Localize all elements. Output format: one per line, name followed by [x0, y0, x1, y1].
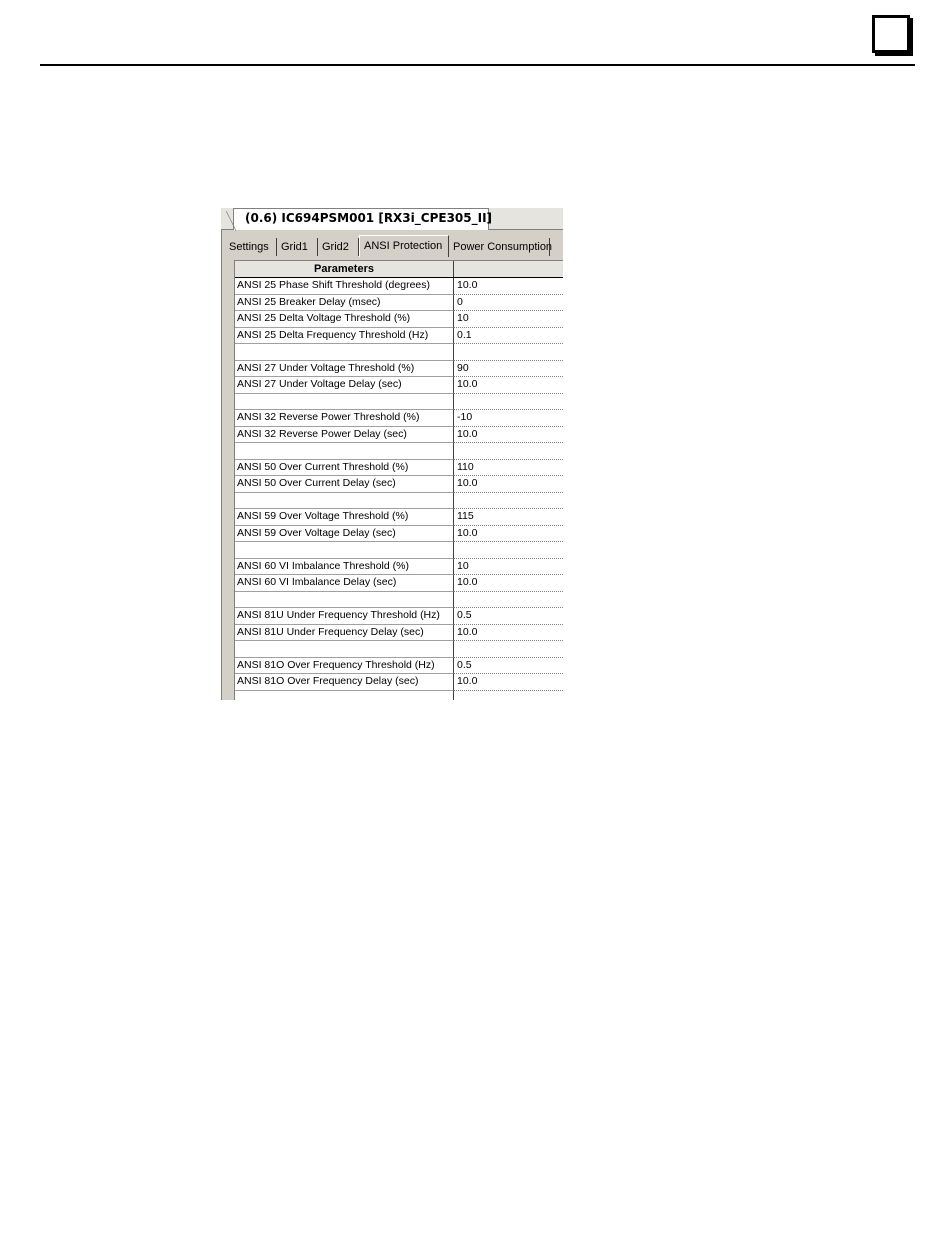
parameter-name: ANSI 81U Under Frequency Delay (sec)	[235, 625, 454, 642]
parameter-name: ANSI 81U Under Frequency Threshold (Hz)	[235, 608, 454, 625]
parameter-value[interactable]: 10	[454, 311, 563, 328]
parameter-name: ANSI 60 VI Imbalance Threshold (%)	[235, 559, 454, 576]
document-tab[interactable]: (0.6) IC694PSM001 [RX3i_CPE305_II]	[233, 208, 489, 230]
parameter-name: ANSI 59 Over Voltage Threshold (%)	[235, 509, 454, 526]
table-row	[235, 674, 563, 691]
parameter-name: ANSI 81O Over Frequency Delay (sec)	[235, 674, 454, 691]
table-row	[235, 476, 563, 493]
parameter-name: ANSI 25 Delta Frequency Threshold (Hz)	[235, 328, 454, 345]
parameter-value[interactable]	[454, 443, 563, 460]
table-row	[235, 361, 563, 378]
parameter-value[interactable]: 10.0	[454, 278, 563, 295]
table-row	[235, 311, 563, 328]
table-row	[235, 625, 563, 642]
tab-grid1[interactable]: Grid1	[277, 238, 318, 256]
parameter-name: ANSI 25 Delta Voltage Threshold (%)	[235, 311, 454, 328]
table-row	[235, 278, 563, 295]
parameter-name	[235, 443, 454, 460]
parameter-value[interactable]: 0	[454, 295, 563, 312]
parameter-name	[235, 344, 454, 361]
parameter-name: ANSI 81O Over Frequency Threshold (Hz)	[235, 658, 454, 675]
parameter-value[interactable]	[454, 542, 563, 559]
parameter-name: ANSI 50 Over Current Threshold (%)	[235, 460, 454, 477]
table-row	[235, 592, 563, 609]
parameter-value[interactable]: 0.1	[454, 328, 563, 345]
parameter-value[interactable]: 10.0	[454, 674, 563, 691]
table-row	[235, 328, 563, 345]
parameter-value[interactable]: 10.0	[454, 575, 563, 592]
parameter-name: ANSI 25 Phase Shift Threshold (degrees)	[235, 278, 454, 295]
table-row	[235, 691, 563, 701]
parameter-value[interactable]	[454, 592, 563, 609]
parameter-name: ANSI 50 Over Current Delay (sec)	[235, 476, 454, 493]
parameter-value[interactable]: -10	[454, 410, 563, 427]
table-row	[235, 526, 563, 543]
parameter-value[interactable]	[454, 344, 563, 361]
parameter-value[interactable]: 10	[454, 559, 563, 576]
chapter-marker-box	[872, 15, 910, 53]
tab-power-consumption[interactable]: Power Consumption	[449, 238, 550, 256]
parameter-name: ANSI 25 Breaker Delay (msec)	[235, 295, 454, 312]
tab-settings[interactable]: Settings	[225, 238, 277, 256]
parameter-value[interactable]: 115	[454, 509, 563, 526]
value-column-header[interactable]	[454, 261, 563, 277]
table-row	[235, 427, 563, 444]
grid-header	[235, 261, 563, 278]
parameter-value[interactable]: 110	[454, 460, 563, 477]
table-row	[235, 575, 563, 592]
table-row	[235, 559, 563, 576]
parameters-grid	[234, 260, 563, 700]
parameter-name: ANSI 32 Reverse Power Delay (sec)	[235, 427, 454, 444]
parameter-value[interactable]: 90	[454, 361, 563, 378]
header-rule	[40, 64, 915, 66]
table-row	[235, 658, 563, 675]
parameter-value[interactable]: 10.0	[454, 377, 563, 394]
parameter-value[interactable]: 0.5	[454, 608, 563, 625]
table-row	[235, 509, 563, 526]
parameter-value[interactable]: 0.5	[454, 658, 563, 675]
parameter-name: ANSI 27 Under Voltage Threshold (%)	[235, 361, 454, 378]
table-row	[235, 608, 563, 625]
configuration-window	[221, 208, 563, 700]
table-row	[235, 542, 563, 559]
tab-grid2[interactable]: Grid2	[318, 238, 359, 256]
table-row	[235, 394, 563, 411]
parameter-name: ANSI 32 Reverse Power Threshold (%)	[235, 410, 454, 427]
parameter-value[interactable]: 10.0	[454, 625, 563, 642]
parameters-column-header[interactable]: Parameters	[235, 261, 454, 277]
table-row	[235, 377, 563, 394]
parameter-name	[235, 641, 454, 658]
parameter-value[interactable]	[454, 394, 563, 411]
parameter-value[interactable]: 10.0	[454, 526, 563, 543]
parameter-name	[235, 394, 454, 411]
table-row	[235, 641, 563, 658]
table-row	[235, 493, 563, 510]
parameter-name	[235, 592, 454, 609]
parameter-name: ANSI 27 Under Voltage Delay (sec)	[235, 377, 454, 394]
parameter-value[interactable]	[454, 641, 563, 658]
table-row	[235, 295, 563, 312]
parameter-value[interactable]: 10.0	[454, 476, 563, 493]
parameter-name	[235, 542, 454, 559]
parameter-value[interactable]	[454, 691, 563, 701]
table-row	[235, 410, 563, 427]
parameter-value[interactable]	[454, 493, 563, 510]
parameter-name: ANSI 59 Over Voltage Delay (sec)	[235, 526, 454, 543]
parameter-value[interactable]: 10.0	[454, 427, 563, 444]
table-row	[235, 344, 563, 361]
parameter-name: ANSI 60 VI Imbalance Delay (sec)	[235, 575, 454, 592]
table-row	[235, 443, 563, 460]
parameter-name	[235, 691, 454, 701]
table-row	[235, 460, 563, 477]
tab-ansi-protection[interactable]: ANSI Protection	[359, 235, 449, 257]
document-tab-strip	[221, 208, 563, 230]
parameter-name	[235, 493, 454, 510]
property-tabs	[225, 235, 563, 257]
